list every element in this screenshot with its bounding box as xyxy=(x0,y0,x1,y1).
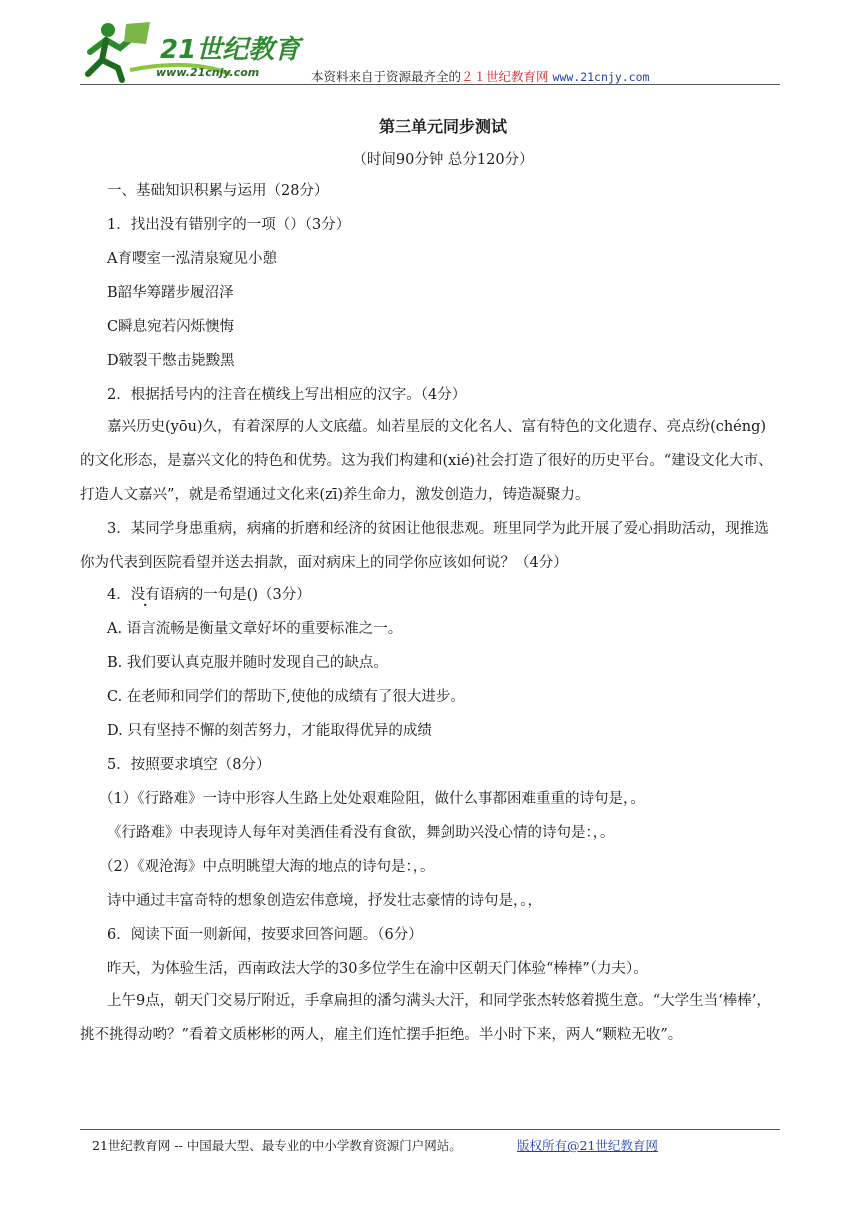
page-subtitle: （时间90分钟 总分120分） xyxy=(352,152,534,168)
question-4 xyxy=(107,585,311,605)
header-note-prefix: 本资料来自于资源最齐全的 xyxy=(311,69,462,84)
option-b: B韶华筹躇步履沼泽 xyxy=(107,285,234,301)
q4-option-a: A. 语言流畅是衡量文章好坏的重要标准之一。 xyxy=(107,621,403,637)
q4-option-c: C. 在老师和同学们的帮助下,使他的成绩有了很大进步。 xyxy=(107,689,465,705)
logo-url: www.21cnjy.com xyxy=(156,66,260,79)
q5-line-2: 《行路难》中表现诗人每年对美酒佳肴没有食欲，舞剑助兴没心情的诗句是：，。 xyxy=(107,825,615,841)
copyright-link[interactable]: 版权所有@21世纪教育网 xyxy=(517,1138,658,1153)
q4-option-d: D. 只有坚持不懈的刻苦努力，才能取得优异的成绩 xyxy=(107,723,432,739)
header-divider xyxy=(80,84,780,85)
section-heading: 一、基础知识积累与运用（28分） xyxy=(107,183,329,199)
question-4-text: 语病的一句是()（3分） xyxy=(159,587,311,603)
q5-line-3: （2）《观沧海》中点明眺望大海的地点的诗句是：，。 xyxy=(99,859,435,875)
footer-divider xyxy=(80,1129,780,1130)
q6-paragraph-1: 昨天，为体验生活，西南政法大学的30多位学生在渝中区朝天门体验“棒棒”（力夫）。 xyxy=(107,961,648,977)
q5-line-1: （1）《行路难》一诗中形容人生路上处处艰难险阻，做什么事都困难重重的诗句是，。 xyxy=(99,791,645,807)
option-c: C瞬息宛若闪烁懊悔 xyxy=(107,319,235,335)
question-5: 5．按照要求填空（8分） xyxy=(107,757,271,773)
q4-option-b: B. 我们要认真克服并随时发现自己的缺点。 xyxy=(107,655,388,671)
question-1: 1．找出没有错别字的一项（）（3分） xyxy=(107,217,351,233)
question-3: 3．某同学身患重病，病痛的折磨和经济的贫困让他很悲观。班里同学为此开展了爱心捐助活动，现推选你为代表到医院看望并送去捐款，面对病床上的同学你应该如何说？（4分） xyxy=(80,521,769,571)
header-url-link[interactable]: www.21cnjy.com xyxy=(552,70,650,84)
site-logo xyxy=(80,18,310,84)
question-2-passage: 嘉兴历史(yōu)久，有着深厚的人文底蕴。灿若星辰的文化名人、富有特色的文化遗存、亮点纷(chéng)的文化形态，是嘉兴文化的特色和优势。这为我们构建和(xié)社会打造了很好的历史平台。“建设文化大市、打造人文嘉兴”，就是希望通过文化来(zī)养生命力，激发创造力，铸造凝聚力。 xyxy=(80,419,773,503)
option-a: A育嘤室一泓清泉窥见小憩 xyxy=(107,251,277,267)
question-4-emphasis: 没有 xyxy=(130,587,160,603)
footer-text: 21世纪教育网 -- 中国最大型、最专业的中小学教育资源门户网站。 xyxy=(92,1138,462,1153)
question-4-number: 4． xyxy=(107,587,131,603)
question-6: 6．阅读下面一则新闻，按要求回答问题。（6分） xyxy=(107,927,423,943)
option-d: D皲裂干憋击毙黢黑 xyxy=(107,353,235,369)
question-2: 2．根据括号内的注音在横线上写出相应的汉字。（4分） xyxy=(107,387,467,403)
page-title: 第三单元同步测试 xyxy=(378,117,507,136)
header-note xyxy=(311,67,649,85)
q5-line-4: 诗中通过丰富奇特的想象创造宏伟意境，抒发壮志豪情的诗句是，。， xyxy=(107,893,542,909)
logo-text: 21世纪教育 xyxy=(160,35,301,65)
q6-paragraph-2: 上午9点，朝天门交易厅附近，手拿扁担的潘匀满头大汗，和同学张杰转悠着揽生意。“大学生当‘棒棒’，挑不挑得动哟？”看着文质彬彬的两人，雇主们连忙摆手拒绝。半小时下来，两人“颗粒无收”。 xyxy=(80,993,771,1043)
header-brand-link[interactable]: ２１世纪教育网 xyxy=(461,69,549,84)
